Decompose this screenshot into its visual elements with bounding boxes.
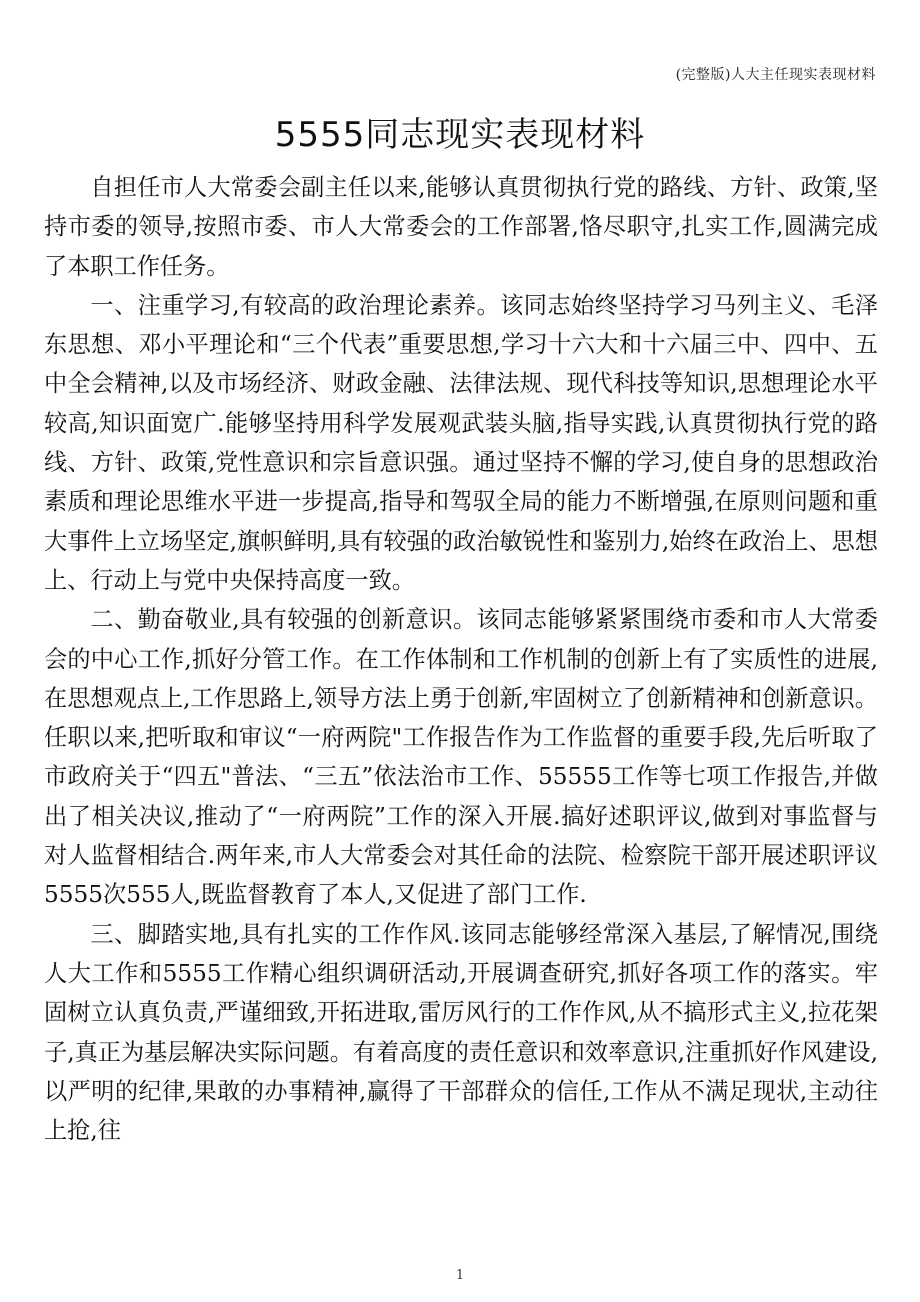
document-body: [44, 168, 878, 1150]
running-header: (完整版)人大主任现实表现材料: [675, 67, 876, 83]
paragraph-section-1: 一、注重学习,有较高的政治理论素养。该同志始终坚持学习马列主义、毛泽东思想、邓小平理论和“三个代表”重要思想,学习十六大和十六届三中、四中、五中全会精神,以及市场经济、财政金融、法律法规、现代科技等知识,思想理论水平较高,知识面宽广.能够坚持用科学发展观武装头脑,指导实践,认真贯彻执行党的路线、方针、政策,党性意识和宗旨意识强。通过坚持不懈的学习,使自身的思想政治素质和理论思维水平进一步提高,指导和驾驭全局的能力不断增强,在原则问题和重大事件上立场坚定,旗帜鲜明,具有较强的政治敏锐性和鉴别力,始终在政治上、思想上、行动上与党中央保持高度一致。: [44, 291, 878, 594]
paragraph-intro: 自担任市人大常委会副主任以来,能够认真贯彻执行党的路线、方针、政策,坚持市委的领导,按照市委、市人大常委会的工作部署,恪尽职守,扎实工作,圆满完成了本职工作任务。: [44, 174, 878, 280]
paragraph-section-3: 三、脚踏实地,具有扎实的工作作风.该同志能够经常深入基层,了解情况,围绕人大工作和5555工作精心组织调研活动,开展调查研究,抓好各项工作的落实。牢固树立认真负责,严谨细致,开拓进取,雷厉风行的工作作风,从不搞形式主义,拉花架子,真正为基层解决实际问题。有着高度的责任意识和效率意识,注重抓好作风建设,以严明的纪律,果敢的办事精神,赢得了干部群众的信任,工作从不满足现状,主动往上抢,往: [44, 920, 878, 1145]
paragraph-section-2: 二、勤奋敬业,具有较强的创新意识。该同志能够紧紧围绕市委和市人大常委会的中心工作,抓好分管工作。在工作体制和工作机制的创新上有了实质性的进展,在思想观点上,工作思路上,领导方法上勇于创新,牢固树立了创新精神和创新意识。任职以来,把听取和审议“一府两院"工作报告作为工作监督的重要手段,先后听取了市政府关于“四五"普法、“三五”依法治市工作、55555工作等七项工作报告,并做出了相关决议,推动了“一府两院”工作的深入开展.搞好述职评议,做到对事监督与对人监督相结合.两年来,市人大常委会对其任命的法院、检察院干部开展述职评议5555次555人,既监督教育了本人,又促进了部门工作.: [44, 606, 878, 909]
page-number: 1: [455, 1268, 465, 1283]
document-title: 5555同志现实表现材料: [274, 114, 646, 155]
